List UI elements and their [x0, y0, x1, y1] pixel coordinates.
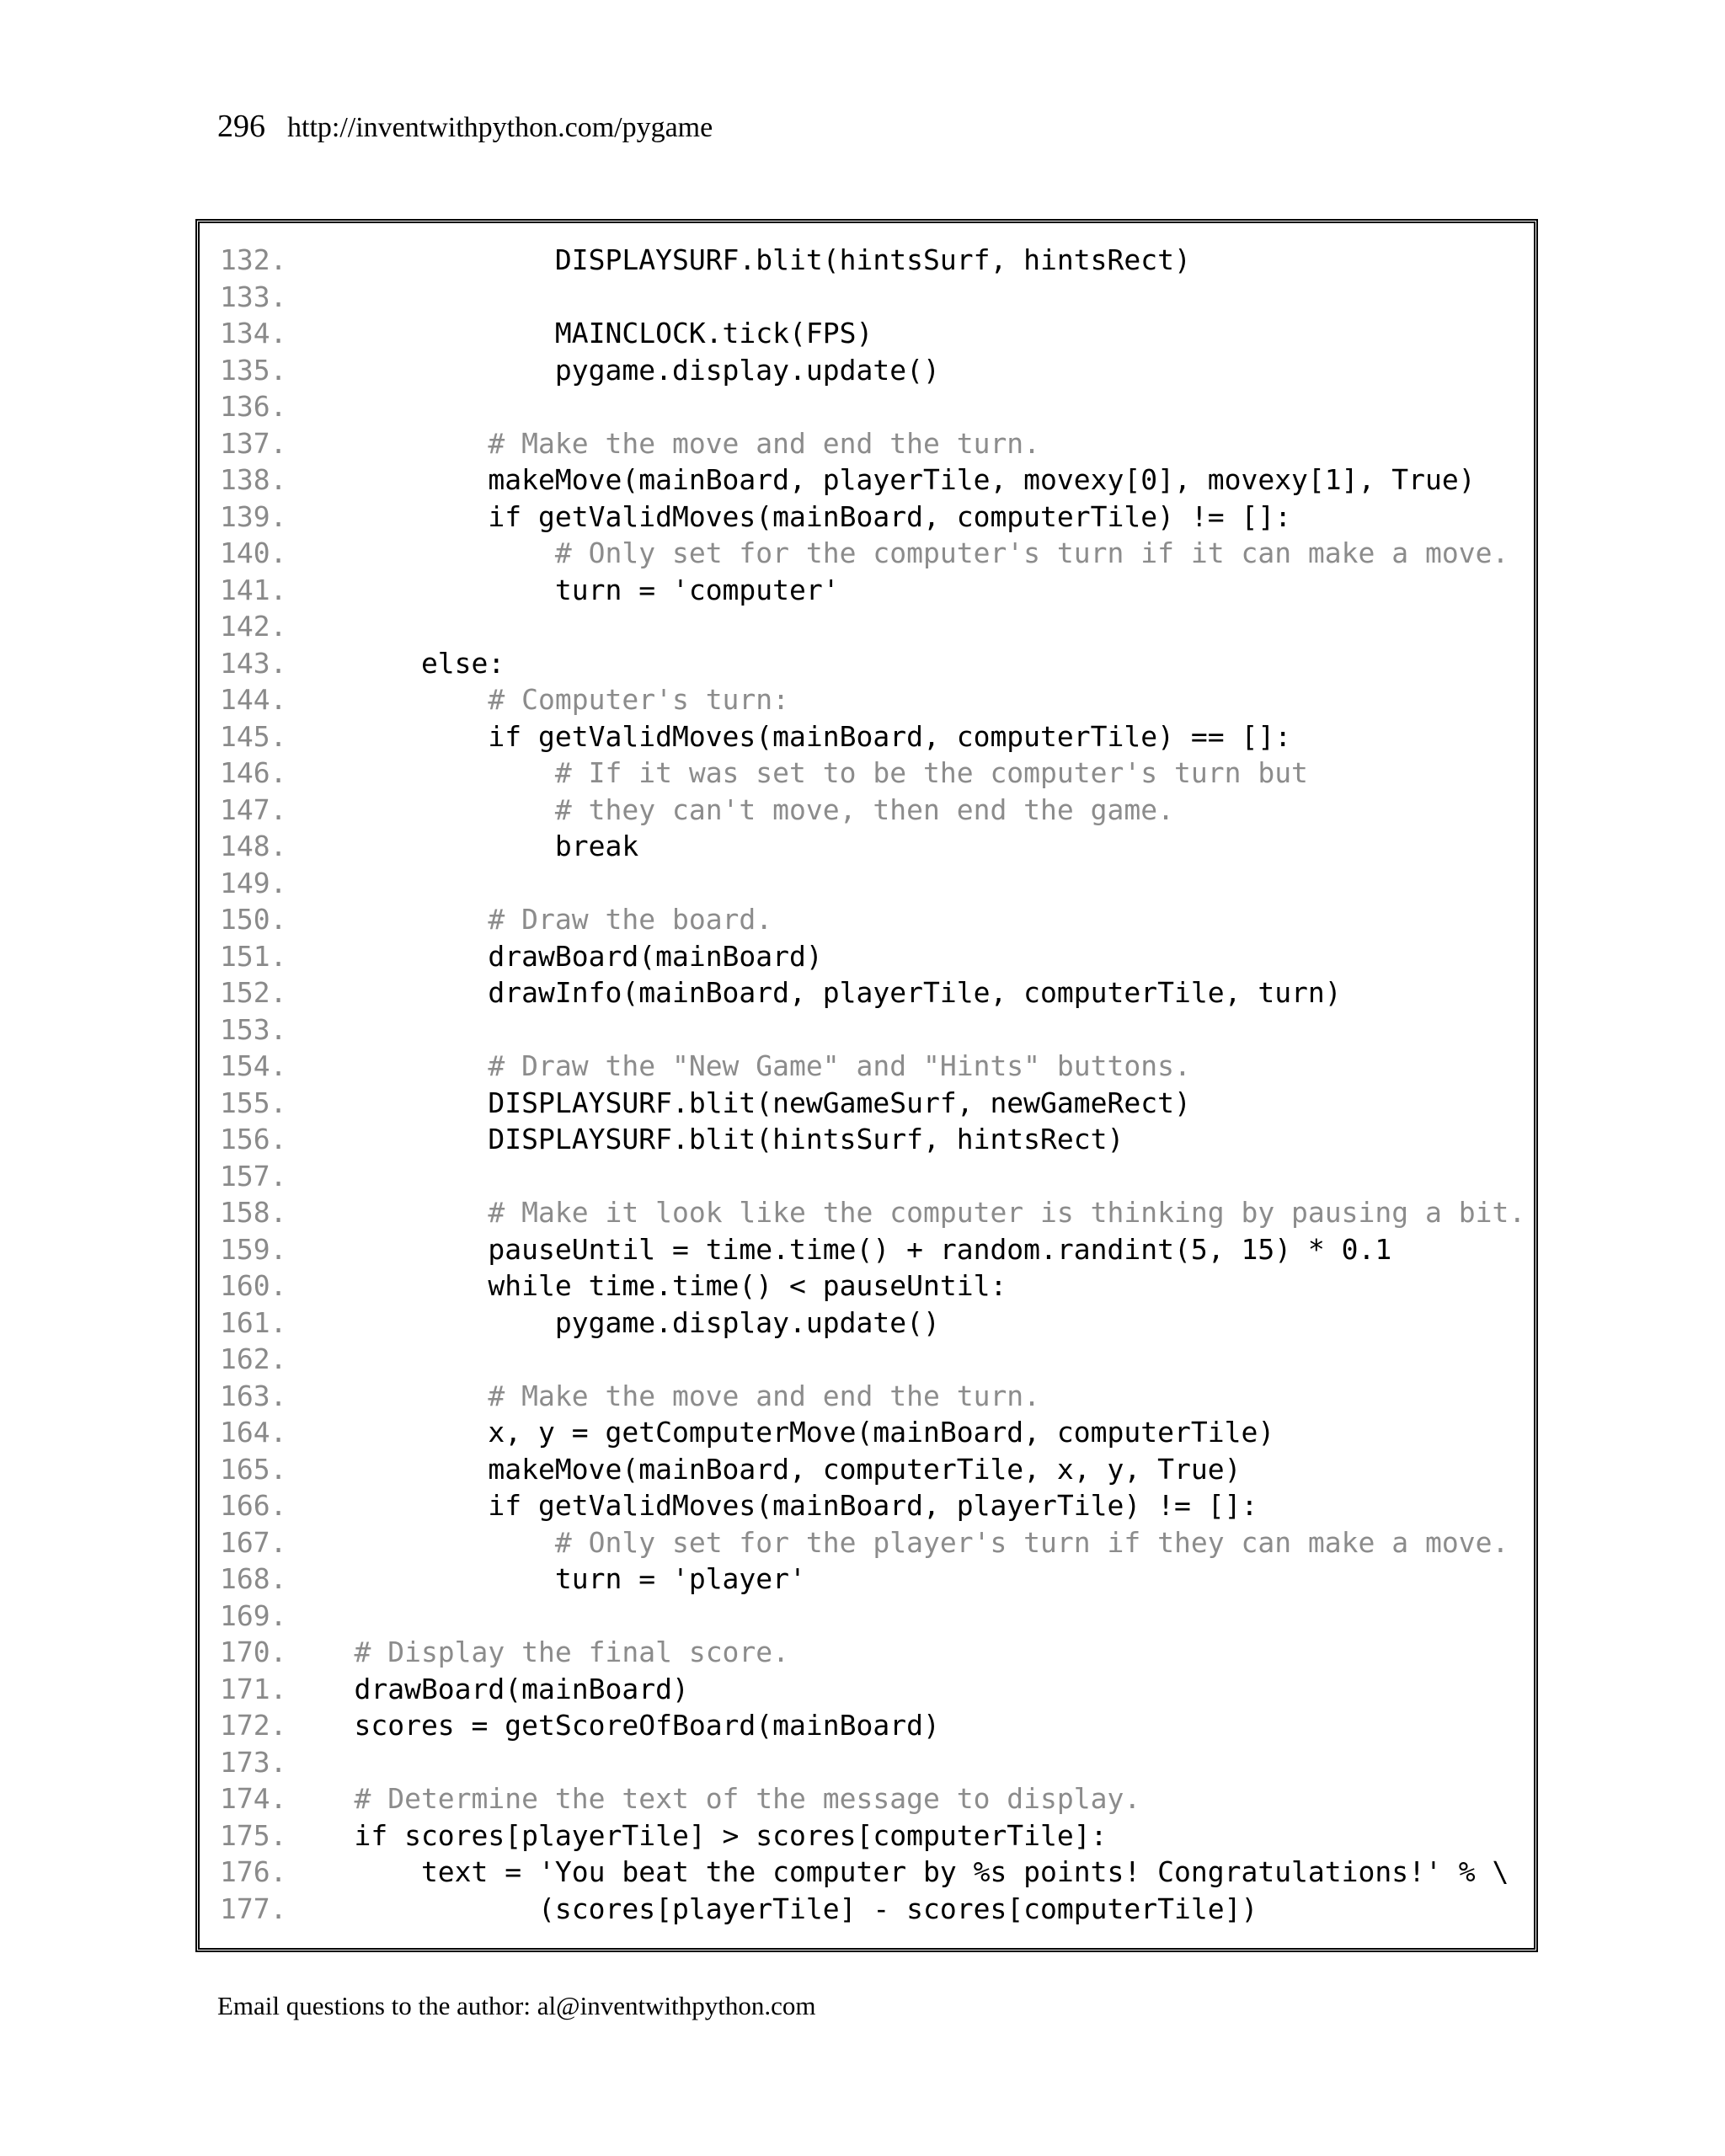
line-number: 168.	[220, 1562, 287, 1595]
code-text: pygame.display.update()	[287, 1305, 940, 1339]
line-number: 150.	[220, 903, 287, 936]
line-number: 152.	[220, 976, 287, 1009]
line-number: 134.	[220, 317, 287, 350]
code-listing	[220, 242, 1526, 1927]
code-line	[220, 792, 1517, 829]
line-number: 151.	[220, 939, 287, 973]
code-line	[220, 1671, 1517, 1708]
code-line	[220, 718, 1517, 755]
code-line	[220, 1598, 1517, 1635]
code-comment: # Only set for the computer's turn if it can make a move.	[287, 536, 1509, 569]
line-number: 159.	[220, 1232, 287, 1266]
code-line	[220, 1707, 1517, 1744]
code-text: scores = getScoreOfBoard(mainBoard)	[287, 1709, 940, 1742]
line-number: 172.	[220, 1709, 287, 1742]
code-comment: # Draw the "New Game" and "Hints" buttons.	[287, 1049, 1191, 1082]
line-number: 153.	[220, 1012, 287, 1046]
code-line	[220, 1451, 1517, 1488]
code-line	[220, 1231, 1517, 1268]
code-line	[220, 608, 1517, 645]
code-text: while time.time() < pauseUntil:	[287, 1269, 1007, 1302]
code-comment: # Only set for the player's turn if they can make a move.	[287, 1525, 1509, 1559]
code-line	[220, 1561, 1517, 1598]
line-number: 176.	[220, 1855, 287, 1888]
line-number: 164.	[220, 1416, 287, 1449]
code-line	[220, 755, 1517, 792]
line-number: 158.	[220, 1196, 287, 1229]
line-number: 133.	[220, 280, 287, 313]
code-comment: # Draw the board.	[287, 903, 773, 936]
line-number: 157.	[220, 1159, 287, 1193]
line-number: 156.	[220, 1123, 287, 1155]
code-line	[220, 1267, 1517, 1305]
code-comment: # Computer's turn:	[287, 683, 790, 716]
code-line	[220, 974, 1517, 1011]
code-text: text = 'You beat the computer by %s points! Congratulations!' % \	[287, 1855, 1509, 1888]
code-line	[220, 279, 1517, 316]
line-number: 170.	[220, 1636, 287, 1668]
line-number: 173.	[220, 1745, 287, 1779]
line-number: 132.	[220, 243, 287, 276]
code-line	[220, 1891, 1517, 1928]
code-text: else:	[287, 646, 505, 680]
code-text: turn = 'player'	[287, 1562, 806, 1595]
line-number: 142.	[220, 610, 287, 643]
line-number: 166.	[220, 1489, 287, 1522]
line-number: 139.	[220, 499, 287, 533]
code-comment: # If it was set to be the computer's turn but	[287, 756, 1308, 789]
code-text: (scores[playerTile] - scores[computerTile])	[287, 1892, 1258, 1925]
code-line	[220, 315, 1517, 352]
line-number: 174.	[220, 1782, 287, 1815]
code-line	[220, 388, 1517, 425]
line-number: 145.	[220, 719, 287, 753]
code-text: if getValidMoves(mainBoard, computerTile) != []:	[287, 499, 1292, 533]
line-number: 163.	[220, 1379, 287, 1412]
code-line	[220, 499, 1517, 536]
line-number: 175.	[220, 1818, 287, 1852]
code-line	[220, 1121, 1517, 1158]
code-line	[220, 828, 1517, 865]
code-line	[220, 1085, 1517, 1122]
code-line	[220, 645, 1517, 682]
code-comment: # Determine the text of the message to display.	[287, 1782, 1141, 1815]
page-number: 296	[217, 109, 265, 144]
code-text: pauseUntil = time.time() + random.randint(5, 15) * 0.1	[287, 1232, 1392, 1266]
page-footer: Email questions to the author: al@inventwithpython.com	[217, 1991, 816, 2020]
line-number: 162.	[220, 1342, 287, 1375]
code-text: drawInfo(mainBoard, playerTile, computerTile, turn)	[287, 976, 1342, 1009]
code-line	[220, 1524, 1517, 1561]
code-line	[220, 1194, 1526, 1231]
line-number: 160.	[220, 1269, 287, 1302]
code-line	[220, 1854, 1517, 1891]
code-text: DISPLAYSURF.blit(hintsSurf, hintsRect)	[287, 243, 1191, 276]
code-comment: # they can't move, then end the game.	[287, 792, 1174, 826]
code-line	[220, 352, 1517, 389]
line-number: 138.	[220, 463, 287, 496]
code-listing-box	[195, 219, 1538, 1952]
code-text: if getValidMoves(mainBoard, computerTile) == []:	[287, 719, 1292, 753]
code-line	[220, 1634, 1517, 1671]
line-number: 137.	[220, 426, 287, 460]
code-line	[220, 1780, 1517, 1817]
code-text: DISPLAYSURF.blit(newGameSurf, newGameRect)	[287, 1086, 1191, 1119]
line-number: 148.	[220, 830, 287, 862]
code-text: if scores[playerTile] > scores[computerTile]:	[287, 1818, 1108, 1852]
line-number: 165.	[220, 1452, 287, 1486]
code-line	[220, 1744, 1517, 1781]
code-text: break	[287, 830, 639, 862]
line-number: 161.	[220, 1305, 287, 1339]
code-text: if getValidMoves(mainBoard, playerTile) != []:	[287, 1489, 1258, 1522]
code-text: makeMove(mainBoard, playerTile, movexy[0], movexy[1], True)	[287, 463, 1476, 496]
code-comment: # Make it look like the computer is thinking by pausing a bit.	[287, 1196, 1526, 1229]
line-number: 155.	[220, 1086, 287, 1119]
line-number: 169.	[220, 1598, 287, 1632]
code-text: MAINCLOCK.tick(FPS)	[287, 317, 873, 350]
code-line	[220, 1487, 1517, 1524]
line-number: 177.	[220, 1892, 287, 1925]
code-line	[220, 681, 1517, 718]
code-line	[220, 1378, 1517, 1415]
line-number: 149.	[220, 866, 287, 899]
line-number: 136.	[220, 390, 287, 423]
line-number: 147.	[220, 792, 287, 826]
code-text: drawBoard(mainBoard)	[287, 939, 823, 973]
line-number: 140.	[220, 536, 287, 569]
code-line	[220, 901, 1517, 938]
line-number: 167.	[220, 1525, 287, 1559]
code-text: drawBoard(mainBoard)	[287, 1672, 689, 1705]
line-number: 143.	[220, 646, 287, 680]
code-line	[220, 535, 1517, 572]
code-line	[220, 572, 1517, 609]
line-number: 135.	[220, 353, 287, 387]
code-comment: # Make the move and end the turn.	[287, 1379, 1041, 1412]
code-line	[220, 1048, 1517, 1085]
code-text: makeMove(mainBoard, computerTile, x, y, True)	[287, 1452, 1242, 1486]
code-line	[220, 1817, 1517, 1854]
code-line	[220, 938, 1517, 975]
code-text: DISPLAYSURF.blit(hintsSurf, hintsRect)	[287, 1123, 1124, 1155]
code-line	[220, 865, 1517, 902]
code-comment: # Display the final score.	[287, 1636, 790, 1668]
code-line	[220, 1158, 1517, 1195]
code-line	[220, 1305, 1517, 1342]
line-number: 171.	[220, 1672, 287, 1705]
code-text: x, y = getComputerMove(mainBoard, computerTile)	[287, 1416, 1275, 1449]
code-line	[220, 1414, 1517, 1451]
line-number: 146.	[220, 756, 287, 789]
code-line	[220, 1341, 1517, 1378]
line-number: 141.	[220, 573, 287, 606]
code-line	[220, 462, 1517, 499]
code-text: turn = 'computer'	[287, 573, 840, 606]
code-line	[220, 1011, 1517, 1049]
code-line	[220, 242, 1517, 279]
line-number: 144.	[220, 683, 287, 716]
code-line	[220, 425, 1517, 462]
page-url: http://inventwithpython.com/pygame	[287, 112, 713, 143]
page-header	[217, 108, 713, 155]
code-comment: # Make the move and end the turn.	[287, 426, 1041, 460]
code-text: pygame.display.update()	[287, 353, 940, 387]
line-number: 154.	[220, 1049, 287, 1082]
